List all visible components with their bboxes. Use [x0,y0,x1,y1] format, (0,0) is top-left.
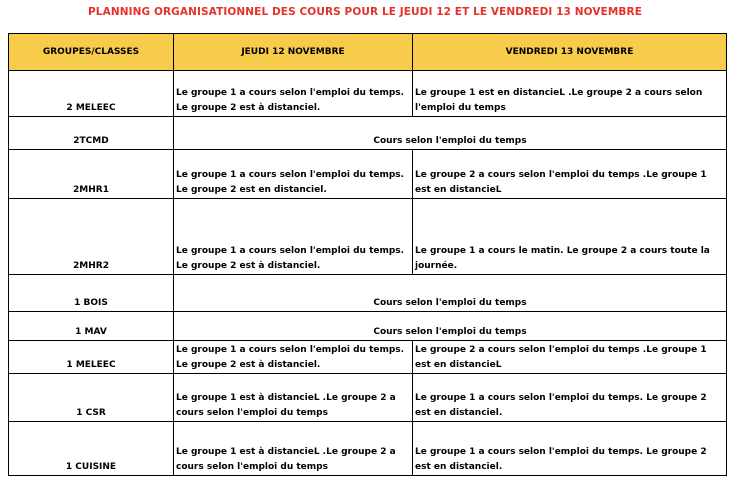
friday-cell: Le groupe 2 a cours selon l'emploi du temps .Le groupe 1 est en distancieL [413,341,727,374]
group-name: 1 BOIS [9,275,174,312]
table-row [9,275,727,312]
group-name: 2 MELEEC [9,71,174,117]
page-title: PLANNING ORGANISATIONNEL DES COURS POUR LE JEUDI 12 ET LE VENDREDI 13 NOVEMBRE [88,6,642,18]
table-row [9,374,727,422]
friday-cell: Le groupe 1 est en distancieL .Le groupe 2 a cours selon l'emploi du temps [413,71,727,117]
friday-cell: Le groupe 2 a cours selon l'emploi du temps .Le groupe 1 est en distancieL [413,150,727,199]
table-row [9,150,727,199]
thursday-cell: Le groupe 1 a cours selon l'emploi du temps. Le groupe 2 est à distanciel. [174,341,413,374]
schedule-table [8,33,727,476]
header-groups: GROUPES/CLASSES [9,34,174,71]
table-row [9,199,727,275]
header-friday: VENDREDI 13 NOVEMBRE [413,34,727,71]
thursday-cell: Le groupe 1 a cours selon l'emploi du temps. Le groupe 2 est en distanciel. [174,150,413,199]
table-row [9,71,727,117]
table-row [9,117,727,150]
group-name: 2MHR2 [9,199,174,275]
header-thursday: JEUDI 12 NOVEMBRE [174,34,413,71]
thursday-cell: Le groupe 1 est à distancieL .Le groupe 2 a cours selon l'emploi du temps [174,422,413,476]
group-name: 2MHR1 [9,150,174,199]
thursday-cell: Le groupe 1 a cours selon l'emploi du temps. Le groupe 2 est à distanciel. [174,71,413,117]
group-name: 1 MAV [9,312,174,341]
group-name: 2TCMD [9,117,174,150]
table-row [9,312,727,341]
table-row [9,422,727,476]
friday-cell: Le groupe 1 a cours selon l'emploi du temps. Le groupe 2 est en distanciel. [413,422,727,476]
friday-cell: Le groupe 1 a cours le matin. Le groupe 2 a cours toute la journée. [413,199,727,275]
group-name: 1 MELEEC [9,341,174,374]
merged-cell: Cours selon l'emploi du temps [174,117,727,150]
table-row [9,341,727,374]
merged-cell: Cours selon l'emploi du temps [174,312,727,341]
friday-cell: Le groupe 1 a cours selon l'emploi du temps. Le groupe 2 est en distanciel. [413,374,727,422]
merged-cell: Cours selon l'emploi du temps [174,275,727,312]
thursday-cell: Le groupe 1 a cours selon l'emploi du temps. Le groupe 2 est à distanciel. [174,199,413,275]
thursday-cell: Le groupe 1 est à distancieL .Le groupe 2 a cours selon l'emploi du temps [174,374,413,422]
group-name: 1 CSR [9,374,174,422]
group-name: 1 CUISINE [9,422,174,476]
header-row [9,34,727,71]
